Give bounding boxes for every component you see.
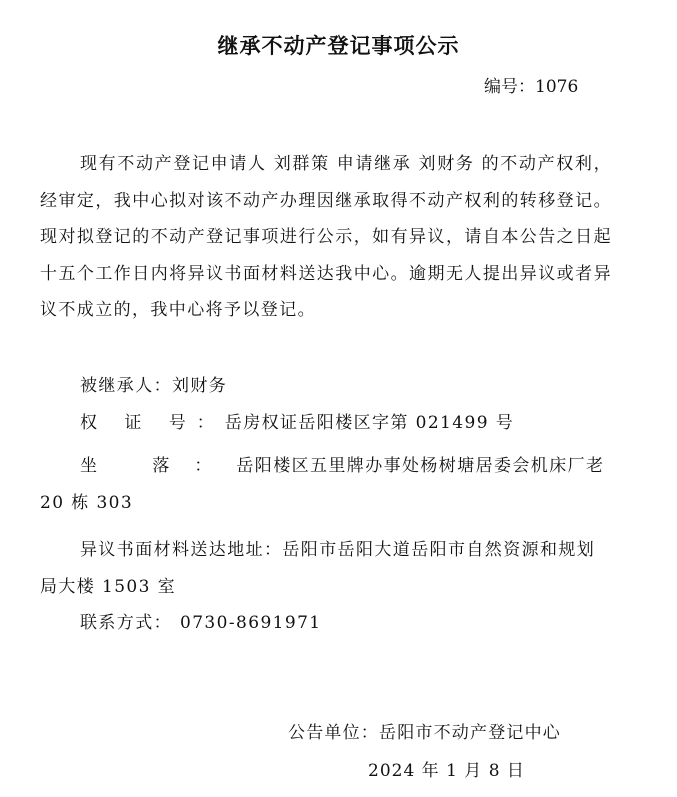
- objection-address-value: 岳阳市岳阳大道岳阳市自然资源和规划局大楼 1503 室: [40, 540, 596, 597]
- decedent-row: [40, 368, 612, 405]
- certificate-label: 权 证 号：: [80, 413, 225, 433]
- contact-value: 0730-8691971: [180, 613, 322, 633]
- objection-address-row: [40, 532, 612, 605]
- document-number: [484, 72, 578, 102]
- issue-date: 2024 年 1 月 8 日: [368, 761, 525, 781]
- location-row: [40, 448, 612, 521]
- certificate-value: 岳房权证岳阳楼区字第 021499 号: [224, 413, 515, 433]
- decedent-value: 刘财务: [172, 376, 228, 396]
- document-number-value: 1076: [535, 77, 579, 97]
- document-number-label: 编号：: [484, 77, 535, 97]
- location-value: 岳阳楼区五里牌办事处杨树塘居委会机床厂老20 栋 303: [40, 456, 605, 513]
- certificate-row: [40, 405, 612, 442]
- issuer-line: [288, 718, 561, 748]
- objection-address-label: 异议书面材料送达地址：: [80, 540, 283, 560]
- document-title: 继承不动产登记事项公示: [217, 34, 460, 58]
- issuer-value: 岳阳市不动产登记中心: [379, 723, 561, 743]
- contact-row: [40, 605, 612, 642]
- location-label: 坐 落：: [80, 456, 237, 476]
- notice-body-paragraph: 现有不动产登记申请人 刘群策 申请继承 刘财务 的不动产权利，经审定，我中心拟对该不动产办理因继承取得不动产权利的转移登记。现对拟登记的不动产登记事项进行公示，如有异议，请自本公告之日起十五个工作日内将异议书面材料送达我中心。逾期无人提出异议或者异议不成立的，我中心将予以登记。: [40, 154, 612, 321]
- issuer-label: 公告单位：: [288, 723, 379, 743]
- contact-label: 联系方式：: [80, 613, 172, 633]
- decedent-label: 被继承人：: [80, 376, 172, 396]
